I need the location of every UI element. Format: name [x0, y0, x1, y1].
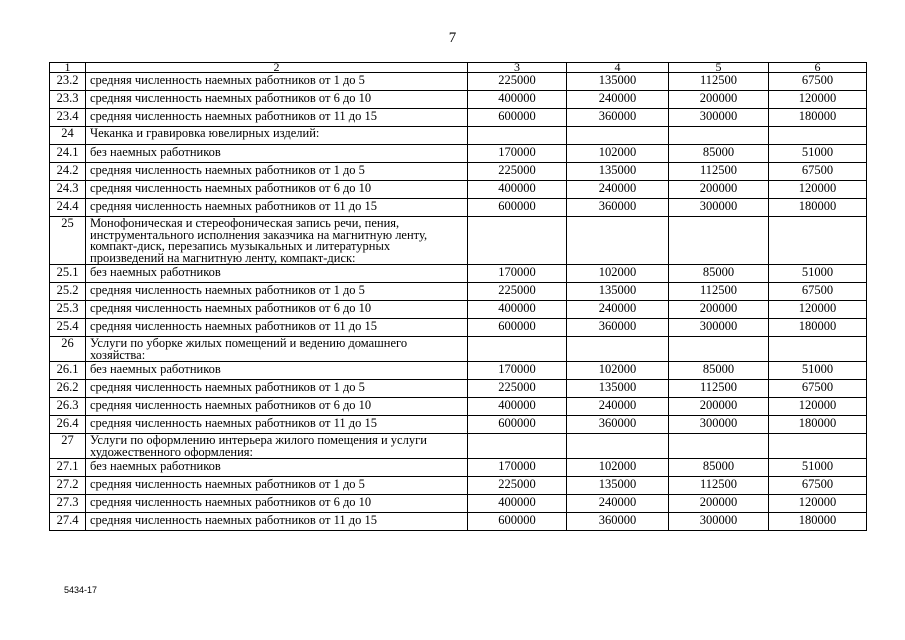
value-cell: 112500 — [669, 163, 769, 181]
value-cell: 225000 — [468, 73, 567, 91]
table-row — [50, 91, 867, 109]
row-number-cell: 27.3 — [50, 495, 86, 513]
value-cell: 120000 — [769, 91, 867, 109]
value-cell: 180000 — [769, 416, 867, 434]
row-description-cell: средняя численность наемных работников от 6 до 10 — [86, 91, 468, 109]
table-row — [50, 145, 867, 163]
value-cell: 200000 — [669, 398, 769, 416]
row-number-cell: 26.2 — [50, 380, 86, 398]
value-cell: 400000 — [468, 398, 567, 416]
row-description-cell: средняя численность наемных работников от 11 до 15 — [86, 109, 468, 127]
value-cell: 300000 — [669, 416, 769, 434]
value-cell: 180000 — [769, 319, 867, 337]
row-description-cell: без наемных работников — [86, 145, 468, 163]
value-cell: 300000 — [669, 109, 769, 127]
value-cell: 360000 — [567, 319, 669, 337]
value-cell: 225000 — [468, 380, 567, 398]
value-cell: 300000 — [669, 319, 769, 337]
value-cell: 135000 — [567, 477, 669, 495]
row-description-cell: средняя численность наемных работников от 11 до 15 — [86, 319, 468, 337]
value-cell: 180000 — [769, 513, 867, 531]
value-cell: 51000 — [769, 265, 867, 283]
value-cell: 400000 — [468, 495, 567, 513]
value-cell: 240000 — [567, 181, 669, 199]
row-number-cell: 24.2 — [50, 163, 86, 181]
value-cell: 170000 — [468, 362, 567, 380]
table-row — [50, 181, 867, 199]
table-row — [50, 362, 867, 380]
value-cell: 225000 — [468, 283, 567, 301]
row-number-cell: 23.3 — [50, 91, 86, 109]
value-cell: 200000 — [669, 495, 769, 513]
row-description-cell: Монофоническая и стереофоническая запись речи, пения, инструментального исполнения заказчика на магнитную ленту, компакт-диск, перезапись музыкальных и литературных произведений на магнитную ленту, компакт-диск: — [86, 217, 468, 265]
value-cell: 67500 — [769, 163, 867, 181]
row-number-cell: 26 — [50, 337, 86, 362]
value-cell: 67500 — [769, 380, 867, 398]
value-cell: 102000 — [567, 362, 669, 380]
value-cell — [769, 337, 867, 362]
value-cell: 240000 — [567, 495, 669, 513]
row-number-cell: 24.3 — [50, 181, 86, 199]
value-cell: 400000 — [468, 181, 567, 199]
value-cell: 112500 — [669, 73, 769, 91]
value-cell: 51000 — [769, 362, 867, 380]
table-row — [50, 265, 867, 283]
value-cell: 85000 — [669, 265, 769, 283]
row-number-cell: 25.4 — [50, 319, 86, 337]
table-row — [50, 416, 867, 434]
value-cell: 85000 — [669, 362, 769, 380]
value-cell: 135000 — [567, 283, 669, 301]
table-row — [50, 477, 867, 495]
table-row — [50, 283, 867, 301]
value-cell — [567, 217, 669, 265]
row-description-cell: средняя численность наемных работников от 6 до 10 — [86, 181, 468, 199]
value-cell: 200000 — [669, 181, 769, 199]
table-row — [50, 199, 867, 217]
row-description-cell: Услуги по оформлению интерьера жилого помещения и услуги художественного оформления: — [86, 434, 468, 459]
value-cell: 180000 — [769, 199, 867, 217]
value-cell: 360000 — [567, 199, 669, 217]
value-cell: 400000 — [468, 301, 567, 319]
table-row — [50, 163, 867, 181]
value-cell: 120000 — [769, 398, 867, 416]
row-description-cell: Чеканка и гравировка ювелирных изделий: — [86, 127, 468, 145]
table-group-row — [50, 337, 867, 362]
value-cell: 300000 — [669, 513, 769, 531]
table-row — [50, 109, 867, 127]
row-description-cell: средняя численность наемных работников от 11 до 15 — [86, 199, 468, 217]
value-cell: 135000 — [567, 163, 669, 181]
row-number-cell: 26.3 — [50, 398, 86, 416]
row-number-cell: 23.4 — [50, 109, 86, 127]
value-cell — [468, 217, 567, 265]
table-row — [50, 73, 867, 91]
value-cell: 170000 — [468, 145, 567, 163]
row-description-cell: средняя численность наемных работников от 11 до 15 — [86, 416, 468, 434]
value-cell: 240000 — [567, 91, 669, 109]
row-number-cell: 25.1 — [50, 265, 86, 283]
value-cell — [468, 434, 567, 459]
value-cell — [669, 434, 769, 459]
row-description-cell: средняя численность наемных работников от 1 до 5 — [86, 380, 468, 398]
value-cell: 600000 — [468, 319, 567, 337]
document-code: 5434-17 — [64, 585, 98, 595]
value-cell — [669, 127, 769, 145]
value-cell — [567, 127, 669, 145]
tariff-table — [49, 62, 867, 531]
value-cell — [669, 217, 769, 265]
value-cell: 600000 — [468, 199, 567, 217]
row-description-cell: средняя численность наемных работников от 6 до 10 — [86, 398, 468, 416]
value-cell: 170000 — [468, 265, 567, 283]
value-cell: 102000 — [567, 145, 669, 163]
row-number-cell: 25.2 — [50, 283, 86, 301]
value-cell: 360000 — [567, 513, 669, 531]
value-cell: 51000 — [769, 459, 867, 477]
value-cell: 67500 — [769, 477, 867, 495]
header-cell: 2 — [86, 63, 468, 73]
row-description-cell: Услуги по уборке жилых помещений и ведению домашнего хозяйства: — [86, 337, 468, 362]
row-description-cell: средняя численность наемных работников от 6 до 10 — [86, 301, 468, 319]
value-cell: 240000 — [567, 398, 669, 416]
table-row — [50, 459, 867, 477]
value-cell: 600000 — [468, 109, 567, 127]
value-cell: 400000 — [468, 91, 567, 109]
table-row — [50, 319, 867, 337]
header-cell: 1 — [50, 63, 86, 73]
row-number-cell: 27 — [50, 434, 86, 459]
value-cell: 120000 — [769, 301, 867, 319]
table-row — [50, 495, 867, 513]
value-cell: 600000 — [468, 416, 567, 434]
value-cell: 200000 — [669, 91, 769, 109]
row-number-cell: 25.3 — [50, 301, 86, 319]
value-cell: 360000 — [567, 109, 669, 127]
row-description-cell: без наемных работников — [86, 362, 468, 380]
value-cell — [769, 127, 867, 145]
page-number: 7 — [448, 30, 457, 46]
row-number-cell: 27.1 — [50, 459, 86, 477]
value-cell: 225000 — [468, 477, 567, 495]
value-cell: 120000 — [769, 495, 867, 513]
value-cell: 102000 — [567, 459, 669, 477]
value-cell: 600000 — [468, 513, 567, 531]
row-number-cell: 24.1 — [50, 145, 86, 163]
table-group-row — [50, 434, 867, 459]
value-cell: 112500 — [669, 283, 769, 301]
value-cell: 120000 — [769, 181, 867, 199]
row-number-cell: 23.2 — [50, 73, 86, 91]
value-cell: 51000 — [769, 145, 867, 163]
value-cell: 200000 — [669, 301, 769, 319]
header-cell: 3 — [468, 63, 567, 73]
row-description-cell: средняя численность наемных работников от 6 до 10 — [86, 495, 468, 513]
row-description-cell: средняя численность наемных работников от 11 до 15 — [86, 513, 468, 531]
table-group-row — [50, 127, 867, 145]
row-number-cell: 24 — [50, 127, 86, 145]
value-cell: 225000 — [468, 163, 567, 181]
table-row — [50, 398, 867, 416]
row-description-cell: без наемных работников — [86, 459, 468, 477]
header-cell: 5 — [669, 63, 769, 73]
row-description-cell: средняя численность наемных работников от 1 до 5 — [86, 73, 468, 91]
header-cell: 4 — [567, 63, 669, 73]
value-cell: 135000 — [567, 380, 669, 398]
value-cell: 170000 — [468, 459, 567, 477]
value-cell — [567, 434, 669, 459]
value-cell: 67500 — [769, 73, 867, 91]
table-header-row — [50, 63, 867, 73]
row-number-cell: 25 — [50, 217, 86, 265]
table-row — [50, 513, 867, 531]
value-cell — [669, 337, 769, 362]
value-cell: 112500 — [669, 380, 769, 398]
row-number-cell: 27.4 — [50, 513, 86, 531]
table-row — [50, 380, 867, 398]
value-cell — [468, 337, 567, 362]
row-number-cell: 27.2 — [50, 477, 86, 495]
value-cell — [769, 217, 867, 265]
value-cell: 180000 — [769, 109, 867, 127]
value-cell: 240000 — [567, 301, 669, 319]
row-description-cell: средняя численность наемных работников от 1 до 5 — [86, 163, 468, 181]
value-cell: 135000 — [567, 73, 669, 91]
value-cell: 102000 — [567, 265, 669, 283]
value-cell: 112500 — [669, 477, 769, 495]
header-cell: 6 — [769, 63, 867, 73]
row-description-cell: средняя численность наемных работников от 1 до 5 — [86, 477, 468, 495]
value-cell: 67500 — [769, 283, 867, 301]
row-number-cell: 24.4 — [50, 199, 86, 217]
table-row — [50, 301, 867, 319]
value-cell: 85000 — [669, 145, 769, 163]
value-cell: 300000 — [669, 199, 769, 217]
value-cell — [468, 127, 567, 145]
value-cell: 360000 — [567, 416, 669, 434]
row-description-cell: без наемных работников — [86, 265, 468, 283]
table-group-row — [50, 217, 867, 265]
value-cell: 85000 — [669, 459, 769, 477]
row-number-cell: 26.4 — [50, 416, 86, 434]
value-cell — [769, 434, 867, 459]
row-description-cell: средняя численность наемных работников от 1 до 5 — [86, 283, 468, 301]
value-cell — [567, 337, 669, 362]
row-number-cell: 26.1 — [50, 362, 86, 380]
